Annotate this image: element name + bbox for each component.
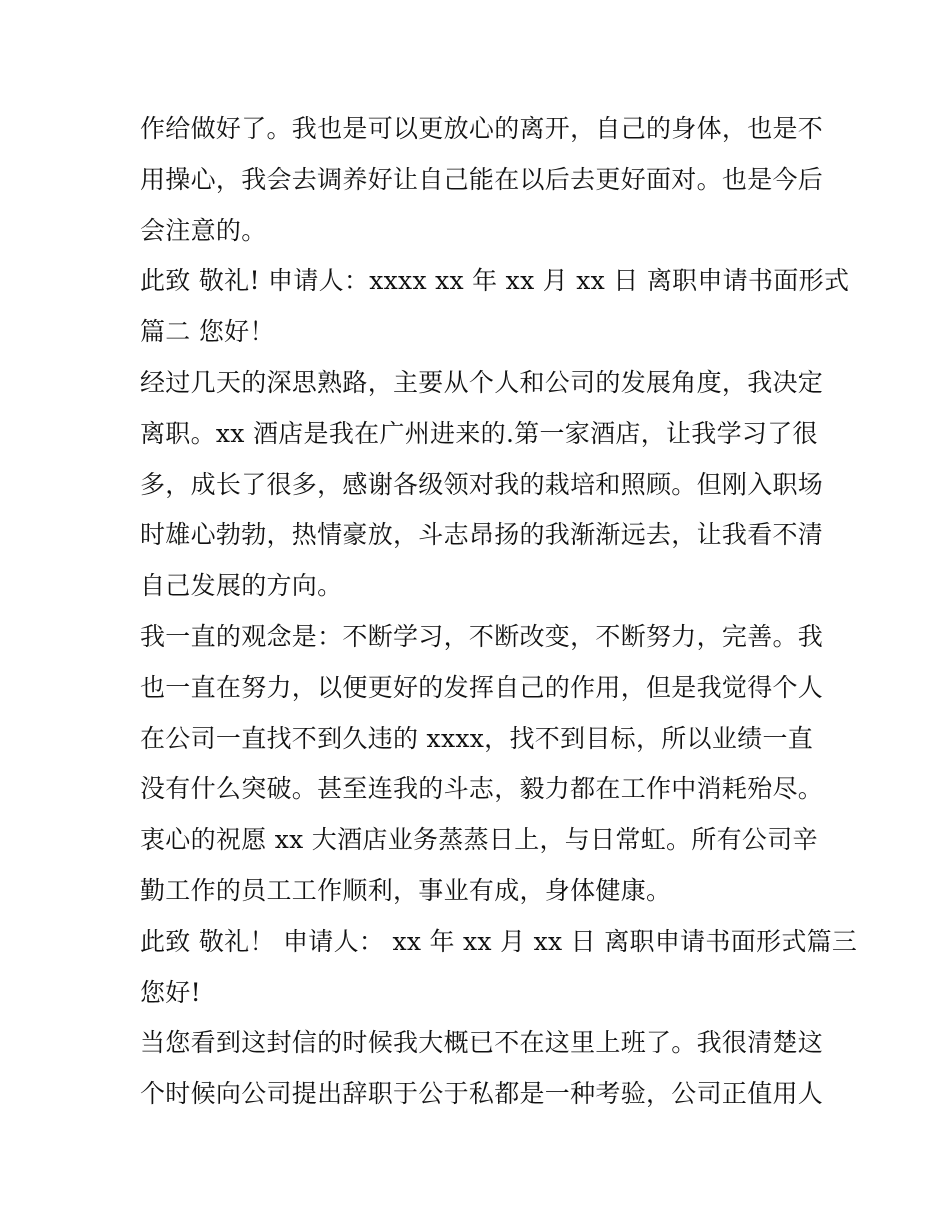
text-line: 篇二 您好！ (140, 317, 275, 347)
text-line: 我一直的观念是：不断学习，不断改变，不断努力，完善。我 (140, 621, 824, 651)
document-body (140, 104, 858, 1120)
text-line: 没有什么突破。甚至连我的斗志，毅力都在工作中消耗殆尽。 (140, 774, 824, 804)
text-line: 经过几天的深思熟路，主要从个人和公司的发展角度，我决定 (140, 367, 824, 397)
text-line: 在公司一直找不到久违的 xxxx，找不到目标，所以业绩一直 (140, 723, 814, 753)
text-line: 会注意的。 (140, 215, 267, 245)
text-line: 此致 敬礼! 申请人：xxxx xx 年 xx 月 xx 日 离职申请书面形式 (140, 266, 850, 296)
text-line: 多，成长了很多，感谢各级领对我的栽培和照顾。但刚入职场 (140, 469, 824, 499)
text-line: 时雄心勃勃，热情豪放，斗志昂扬的我渐渐远去，让我看不清 (140, 520, 824, 550)
text-line: 当您看到这封信的时候我大概已不在这里上班了。我很清楚这 (140, 1028, 824, 1058)
text-line: 离职。xx 酒店是我在广州进来的.第一家酒店，让我学习了很 (140, 418, 818, 448)
text-line: 勤工作的员工工作顺利，事业有成，身体健康。 (140, 875, 672, 905)
text-line: 个时候向公司提出辞职于公于私都是一种考验，公司正值用人 (140, 1079, 824, 1109)
text-line: 也一直在努力，以便更好的发挥自己的作用，但是我觉得个人 (140, 672, 824, 702)
text-line: 您好! (140, 977, 201, 1007)
text-line: 此致 敬礼！ 申请人： xx 年 xx 月 xx 日 离职申请书面形式篇三 (140, 926, 858, 956)
text-line: 衷心的祝愿 xx 大酒店业务蒸蒸日上，与日常虹。所有公司辛 (140, 825, 818, 855)
text-line: 用操心，我会去调养好让自己能在以后去更好面对。也是今后 (140, 164, 824, 194)
text-line: 作给做好了。我也是可以更放心的离开，自己的身体，也是不 (140, 114, 824, 143)
text-line: 自己发展的方向。 (140, 571, 343, 601)
